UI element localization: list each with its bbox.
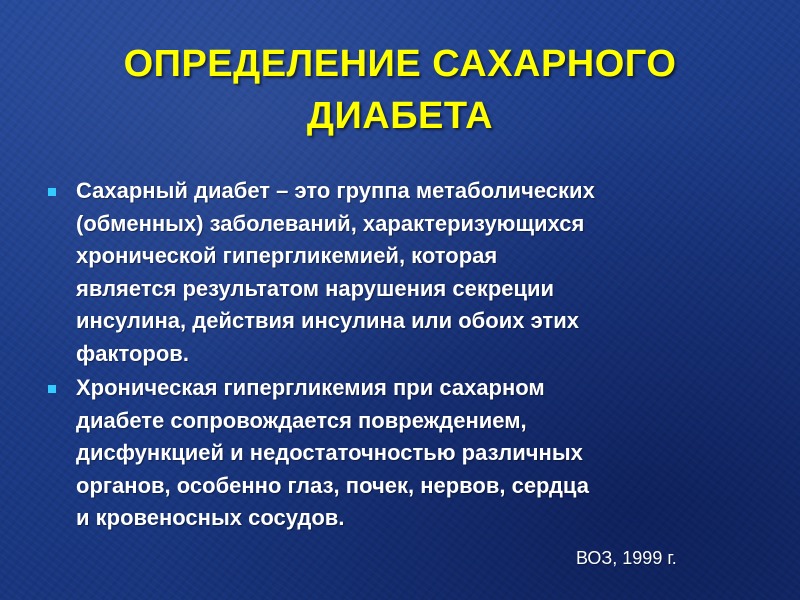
bullet-line: является результатом нарушения секреции [76,275,555,301]
bullet-line: дисфункцией и недостаточностью различных [76,440,583,465]
bullet-list [42,175,752,537]
bullet-text [76,372,752,535]
bullet-line: факторов. [76,340,189,366]
bullet-line: Сахарный диабет – это группа метаболических [76,178,595,203]
source-citation: ВОЗ, 1999 г. [576,548,677,568]
bullet-item-definition [42,175,752,370]
slide-title-line-2: ДИАБЕТА [306,95,494,137]
bullet-line: Хроническая гипергликемия при сахарном [76,375,545,400]
bullet-text [76,175,752,370]
slide-title-line-1: ОПРЕДЕЛЕНИЕ САХАРНОГО [123,43,677,85]
bullet-line: инсулина, действия инсулина или обоих этих [76,308,579,333]
slide-title [0,38,800,142]
bullet-line: и кровеносных сосудов. [76,505,345,530]
bullet-line: органов, особенно глаз, почек, нервов, сердца [76,472,589,498]
bullet-line: хронической гипергликемией, которая [76,243,498,268]
bullet-line: (обменных) заболеваний, характеризующихся [76,210,585,236]
bullet-line: диабете сопровождается повреждением, [76,407,527,433]
bullet-item-complications [42,372,752,535]
square-bullet-icon [48,188,56,196]
square-bullet-icon [48,385,56,393]
